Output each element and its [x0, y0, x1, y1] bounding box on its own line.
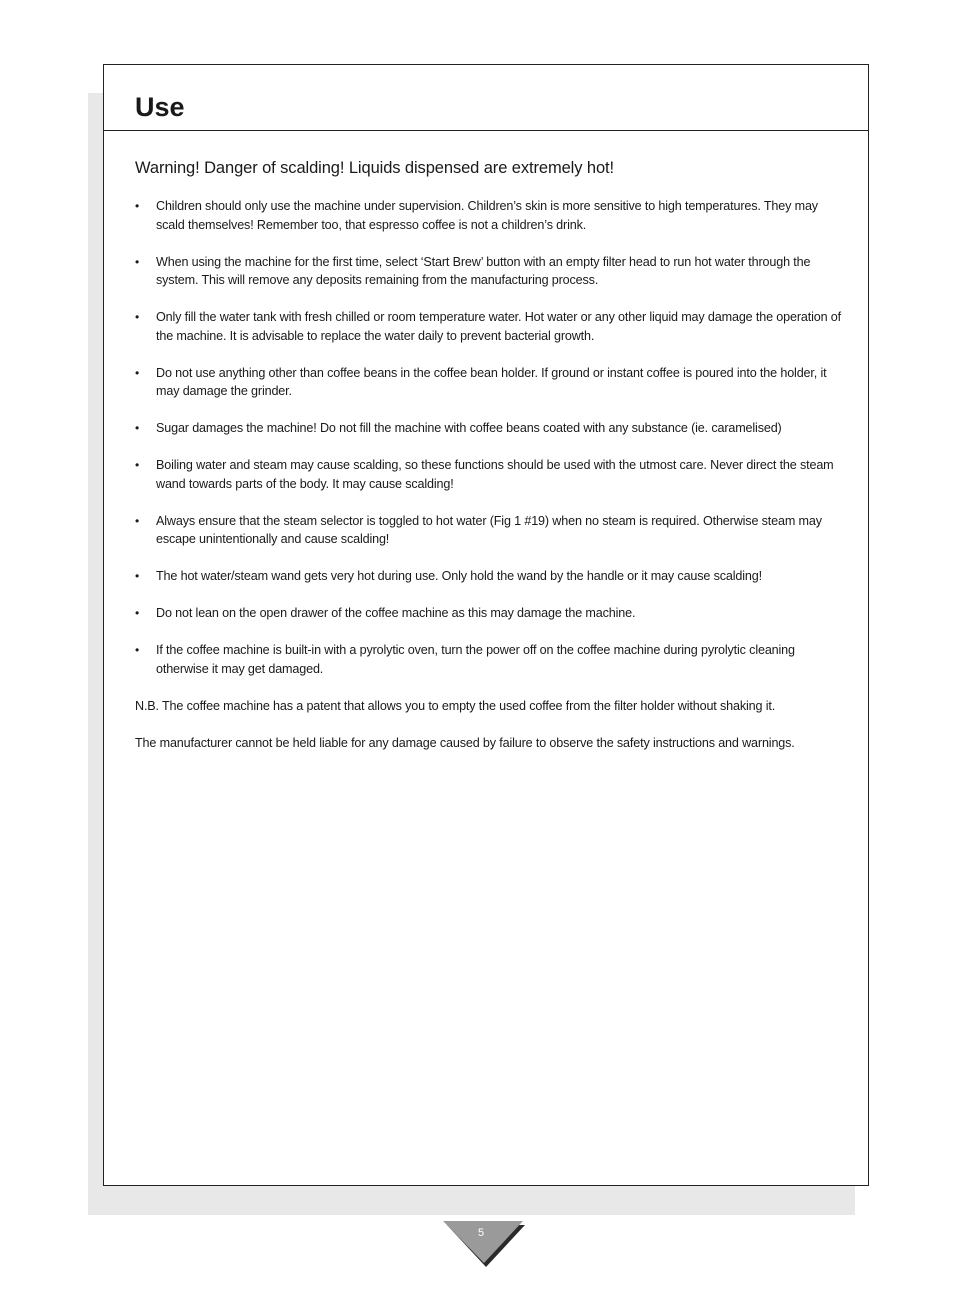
bullet-icon: •: [135, 513, 140, 528]
safety-item: [135, 567, 849, 586]
safety-item-text: Children should only use the machine under supervision. Children’s skin is more sensitive to high temperatures. They may scald themselves! Remember too, that espresso coffee is not a children’s drink.: [156, 199, 818, 232]
bullet-icon: •: [135, 199, 140, 213]
safety-item-text: Boiling water and steam may cause scalding, so these functions should be used with the utmost care. Never direct the steam wand towards parts of the body. It may cause scalding!: [156, 458, 834, 491]
safety-item-text: Always ensure that the steam selector is toggled to hot water (Fig 1 #19) when no steam is required. Otherwise steam may escape unintentionally and cause scalding!: [156, 513, 822, 546]
safety-item: [135, 641, 849, 678]
safety-item-text: The hot water/steam wand gets very hot during use. Only hold the wand by the handle or it may cause scalding!: [156, 569, 762, 583]
bullet-icon: •: [135, 606, 140, 620]
safety-item: [135, 604, 849, 623]
bullet-icon: •: [135, 569, 140, 583]
bullet-icon: •: [135, 458, 140, 472]
bullet-icon: •: [135, 365, 140, 380]
safety-item: [135, 512, 849, 549]
nb-note: N.B. The coffee machine has a patent that allows you to empty the used coffee from the filter holder without shaking it.: [135, 698, 776, 713]
warning-heading: Warning! Danger of scalding! Liquids dispensed are extremely hot!: [135, 159, 614, 177]
safety-item: [135, 364, 849, 401]
page-title: Use: [135, 92, 185, 122]
safety-item-text: Only fill the water tank with fresh chilled or room temperature water. Hot water or any other liquid may damage the operation of the machine. It is advisable to replace the water daily to prevent bacterial growth.: [156, 310, 841, 343]
safety-item: [135, 197, 849, 234]
page-number: 5: [477, 1227, 485, 1239]
bullet-icon: •: [135, 254, 140, 269]
bullet-icon: •: [135, 310, 140, 324]
safety-item: [135, 308, 849, 345]
safety-item-text: If the coffee machine is built-in with a pyrolytic oven, turn the power off on the coffee machine during pyrolytic cleaning otherwise it may get damaged.: [156, 643, 795, 676]
safety-item-text: Do not lean on the open drawer of the coffee machine as this may damage the machine.: [156, 606, 636, 620]
bullet-icon: •: [135, 643, 140, 657]
safety-list: [135, 197, 849, 678]
safety-item: [135, 456, 849, 493]
page-frame: [103, 64, 869, 1186]
title-divider: [104, 130, 868, 131]
safety-item-text: When using the machine for the first time, select ‘Start Brew’ button with an empty filter head to run hot water through the system. This will remove any deposits remaining from the manufacturing process.: [156, 254, 811, 287]
page-content: [135, 157, 849, 771]
safety-item-text: Do not use anything other than coffee beans in the coffee bean holder. If ground or instant coffee is poured into the holder, it may damage the grinder.: [156, 365, 827, 398]
page-number-tab: [443, 1221, 527, 1269]
safety-item: [135, 253, 849, 290]
bullet-icon: •: [135, 421, 140, 435]
liability-disclaimer: The manufacturer cannot be held liable for any damage caused by failure to observe the safety instructions and warnings.: [135, 735, 795, 750]
safety-item-text: Sugar damages the machine! Do not fill the machine with coffee beans coated with any substance (ie. caramelised): [156, 421, 782, 435]
safety-item: [135, 419, 849, 438]
